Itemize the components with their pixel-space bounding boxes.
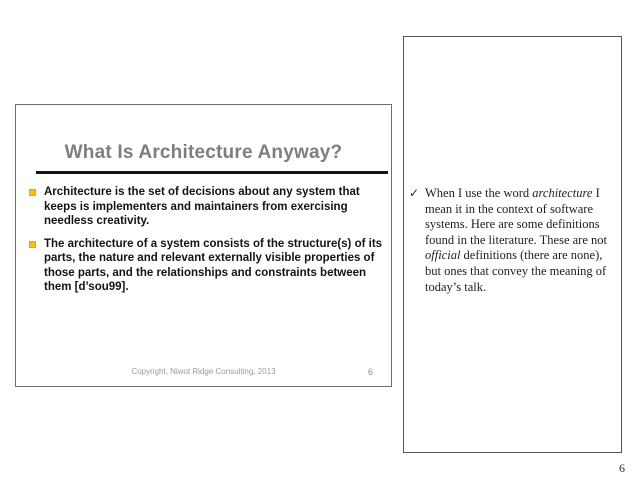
slide-title: What Is Architecture Anyway? [64, 142, 343, 163]
slide-frame [15, 104, 392, 387]
notes-panel [403, 36, 622, 453]
bullet-item [29, 185, 385, 229]
bullet-text: Architecture is the set of decisions about any system that keeps is implementers and maintainers from exercising needless creativity. [44, 186, 360, 227]
checkmark-icon: ✓ [409, 186, 420, 200]
bullet-square-icon [29, 189, 36, 196]
title-underline [36, 171, 388, 174]
bullet-square-icon [29, 241, 36, 248]
note-item [409, 186, 608, 295]
bullet-item [29, 237, 385, 295]
slide-copyright: Copyright, Niwot Ridge Consulting, 2013 [131, 367, 276, 376]
bullet-text: The architecture of a system consists of the structure(s) of its parts, the nature and relevant externally visible properties of those parts, and the relationships and constraints between them [d’sou99]. [44, 237, 383, 293]
page-number: 6 [619, 461, 625, 475]
slide-bullet-list [29, 185, 385, 303]
note-text: When I use the word architecture I mean it in the context of software systems. Here are some definitions found in the literature. These are not official definitions (there are none), but ones that convey the meaning of today’s talk. [425, 186, 607, 294]
slide-page-number: 6 [367, 367, 373, 377]
